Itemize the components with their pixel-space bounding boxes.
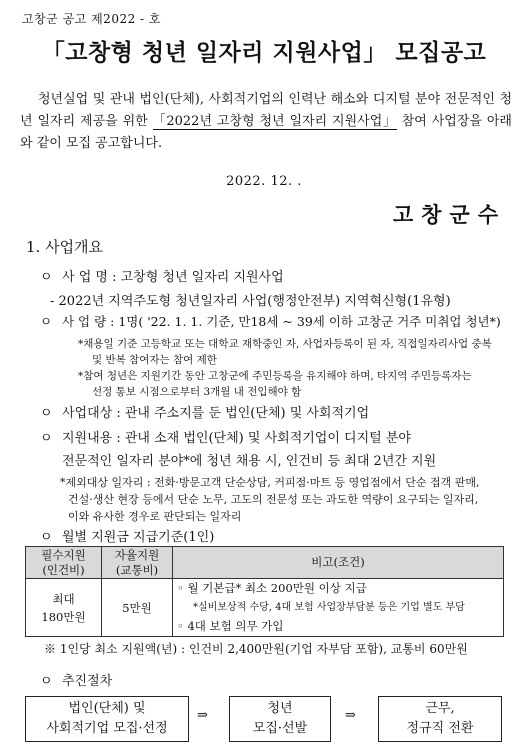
cell-transport: 5만원 (102, 579, 173, 637)
intro-text-before: 청년실업 및 관내 법인(단체), 사회적기업의 인력난 해소와 디지털 분야 전문적인 청년 일자리 제공을 위한 (20, 92, 512, 129)
volume-note-1b: 및 반복 참여자는 참여 제한 (92, 354, 217, 366)
section-title: 1. 사업개요 (26, 238, 104, 256)
item-target: ㅇ 사업대상 : 관내 주소지를 둔 법인(단체) 및 사회적기업 (40, 402, 369, 421)
notice-number: 고창군 공고 제2022 - 호 (22, 12, 161, 26)
item-project-type: - 2022년 지역주도형 청년일자리 사업(행정안전부) 지역혁신형(1유형) (50, 294, 451, 309)
volume-note-2a: *참여 청년은 지원기간 동안 고창군에 주민등록을 유지해야 하며, 타지역 주민등록자는 (78, 370, 472, 382)
condition-base-pay-note: *실비보상적 수당, 4대 보험 사업장부담분 등은 기업 별도 부담 (193, 602, 465, 613)
volume-note-1a: *채용일 기준 고등학교 또는 대학교 재학중인 자, 사업자등록이 된 자, 직접일자리사업 중복 (78, 338, 492, 350)
header-conditions: 비고(조건) (173, 547, 504, 579)
condition-insurance: ◦ 4대 보험 의무 가입 (177, 619, 284, 633)
notice-date: 2022. 12. . (226, 174, 302, 189)
item-project-name: ㅇ 사 업 명 : 고창형 청년 일자리 지원사업 (40, 266, 284, 285)
item-support-content: ㅇ 지원내용 : 관내 소재 법인(단체) 및 사회적기업이 디지털 분야 (40, 427, 411, 446)
item-support-content-line2: 전문적인 일자리 분야*에 청년 채용 시, 인건비 등 최대 2년간 지원 (62, 454, 437, 469)
procedure-step-1: 법인(단체) 및 사회적기업 모집·선정 (25, 696, 189, 742)
header-transport: 자율지원 (교통비) (102, 547, 173, 579)
item-procedure: ㅇ 추진절차 (40, 670, 112, 689)
exclusion-note-2: 건설·생산 현장 등에서 단순 노무, 고도의 전문성 또는 과도한 역량이 요구되는 일자리, (68, 493, 479, 506)
arrow-right-icon: ⇒ (197, 708, 208, 723)
exclusion-note-1: *제외대상 일자리 : 전화·방문고객 단순상담, 커피점·마트 등 영업점에서 단순 접객 판매, (60, 476, 480, 489)
cell-conditions (173, 579, 504, 637)
bullet-icon: ㅇ (40, 674, 53, 689)
wage-table (25, 546, 504, 637)
bullet-icon: ㅇ (40, 530, 53, 545)
bullet-icon: ㅇ (40, 314, 53, 329)
bullet-icon: ㅇ (40, 406, 53, 421)
volume-note-2b: 선정 통보 시점으로부터 3개월 내 전입해야 함 (92, 386, 302, 398)
procedure-step-3: 근무, 정규직 전환 (378, 696, 502, 742)
intro-text-after: 참여 사업장을 아래와 같이 모집 공고합니다. (20, 114, 512, 151)
issuing-agency: 고창군수 (392, 203, 506, 227)
page-title: 「고창형 청년 일자리 지원사업」 모집공고 (41, 40, 487, 66)
bullet-icon: ㅇ (40, 431, 53, 446)
item-volume: ㅇ 사 업 량 : 1명( '22. 1. 1. 기준, 만18세 ~ 39세 이하 고창군 거주 미취업 청년*) (40, 314, 501, 329)
arrow-right-icon: ⇒ (345, 708, 356, 723)
exclusion-note-3: 이와 유사한 경우로 판단되는 일자리 (68, 510, 242, 523)
intro-paragraph (20, 89, 512, 155)
condition-base-pay: ◦ 월 기본급* 최소 200만원 이상 지급 (177, 581, 367, 595)
cell-labor: 최대 180만원 (26, 579, 102, 637)
procedure-step-2: 청년 모집·선발 (229, 696, 331, 742)
item-monthly-criteria: ㅇ 월별 지원금 지급기준(1인) (40, 526, 214, 545)
bullet-icon: ㅇ (40, 270, 53, 285)
wage-table-header (26, 547, 504, 579)
header-labor: 필수지원 (인건비) (26, 547, 102, 579)
minimum-support-note: ※ 1인당 최소 지원액(년) : 인건비 2,400만원(기업 자부담 포함), 교통비 60만원 (44, 642, 468, 656)
intro-program-name: 「2022년 고창형 청년 일자리 지원사업」 (152, 114, 397, 129)
table-row (26, 579, 504, 637)
